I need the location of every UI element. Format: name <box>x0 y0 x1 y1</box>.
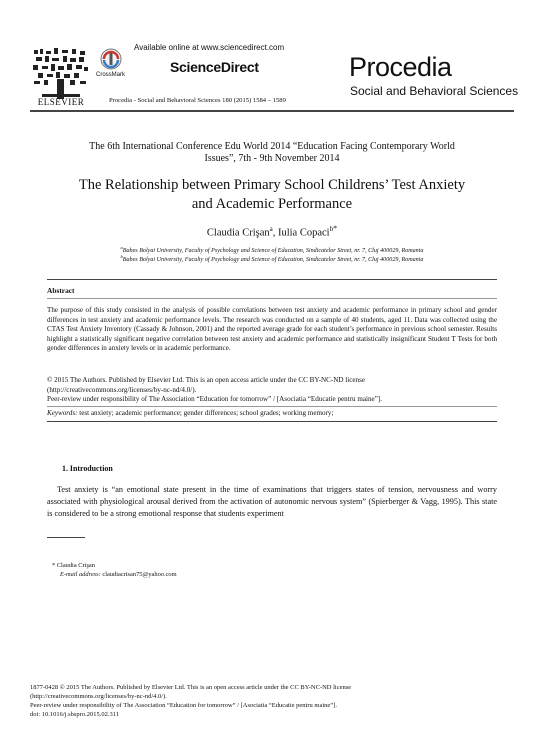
author-separator: , <box>272 227 278 239</box>
footer-doi[interactable]: doi: 10.1016/j.sbspro.2015.02.311 <box>30 711 119 718</box>
license-link[interactable]: (http://creativecommons.org/licenses/by-nc-nd/4.0/). <box>47 386 197 394</box>
abstract-heading-rule <box>47 298 497 299</box>
affiliation-marker: a <box>120 245 123 250</box>
footnote-marker: * <box>52 562 57 569</box>
crossmark-label: CrossMark <box>96 72 126 78</box>
conference-info <box>50 141 494 164</box>
footnote-name: Claudia Crişan <box>56 562 95 569</box>
crossmark-icon[interactable] <box>100 48 122 70</box>
abstract-bottom-rule <box>47 421 497 422</box>
available-online-text[interactable]: Available online at www.sciencedirect.com <box>134 43 285 52</box>
footer-license-link[interactable]: (http://creativecommons.org/licenses/by-nc-nd/4.0/). <box>30 693 167 700</box>
procedia-wordmark: Procedia <box>349 52 452 82</box>
introduction-paragraph: Test anxiety is “an emotional state present in the time of examinations that triggers states of tension, nervousness and worry associated with physiological arousal derived from the activation of autonomic nervous system” (Spierberger & Vagg, 1995). This state is considered to be a strong emotional response that students experiment <box>47 485 497 519</box>
email-label: E-mail address: <box>60 571 101 578</box>
abstract-top-rule <box>47 279 497 280</box>
keywords-line <box>47 409 497 419</box>
affiliation-a <box>40 245 504 254</box>
keywords-label: Keywords: <box>47 409 78 417</box>
conference-line-2: Issues”, 7th - 9th November 2014 <box>204 152 340 164</box>
abstract-body: The purpose of this study consisted in the analysis of possible correlations between test anxiety and academic performance in primary school and gender differences in test anxiety and academic performance levels. The research was conducted on a sample of 40 students, aged 11. Data was collected using the CTAS Test Anxiety Inventory (Cassady & Johnson, 2001) and the reported average grade for each student’s performance in previous school semester. Results highlight a statistically significant negative correlation between test anxiety and academic performance and statistically insignificant Student T Tests for both gender differences in anxiety levels or in academic performance. <box>47 306 497 353</box>
affiliation-marker: b <box>120 254 123 259</box>
conference-line-1: The 6th International Conference Edu World 2014 “Education Facing Contemporary World <box>89 141 455 152</box>
article-title <box>40 176 504 214</box>
footnote-author <box>52 562 95 569</box>
elsevier-tree-logo <box>30 44 92 104</box>
keywords-text: test anxiety; academic performance; gender differences; school grades; working memory; <box>77 409 334 417</box>
title-line-2: and Academic Performance <box>191 196 353 212</box>
author-name: Iulia Copaci <box>277 227 330 239</box>
footnote-email <box>60 571 177 578</box>
footnote-rule <box>47 537 85 538</box>
sciencedirect-wordmark[interactable]: ScienceDirect <box>170 59 259 75</box>
title-line-1: The Relationship between Primary School Childrens’ Test Anxiety <box>78 177 466 193</box>
abstract-heading: Abstract <box>47 286 75 295</box>
peer-review-note: Peer-review under responsibility of The Association “Education for tomorrow” / [Asociatia “Educatie pentru maine”]. <box>47 395 382 403</box>
procedia-subtitle: Social and Behavioral Sciences <box>350 84 519 98</box>
affiliation-marker: a <box>269 225 273 233</box>
license-line-1: © 2015 The Authors. Published by Elsevier Ltd. This is an open access article under the CC BY-NC-ND license <box>47 376 365 384</box>
keywords-rule <box>47 406 497 407</box>
affiliation-text: Babes Bolyai University, Faculty of Psychology and Science of Education, Sindicatelor Street, nr. 7, Cluj 400029, Romania <box>122 257 424 264</box>
affiliation-b <box>40 254 504 263</box>
footer-license-line: 1877-0428 © 2015 The Authors. Published by Elsevier Ltd. This is an open access article under the CC BY-NC-ND license <box>30 684 352 691</box>
publisher-logo-wordmark: ELSEVIER <box>37 97 85 107</box>
footer-peer-review: Peer-review under responsibility of The Association “Education for tomorrow” / [Asociatia “Educatie pentru maine”]. <box>30 702 337 709</box>
author-name: Claudia Crişan <box>206 227 270 239</box>
corresponding-author-marker[interactable]: * <box>333 224 338 233</box>
author-list <box>40 224 504 239</box>
email-address[interactable]: claudiacrisan75@yahoo.com <box>100 571 177 578</box>
header-rule <box>30 110 514 112</box>
affiliation-marker: b <box>329 225 334 233</box>
section-heading-introduction: 1. Introduction <box>62 464 113 473</box>
affiliation-text: Babes Bolyai University, Faculty of Psychology and Science of Education, Sindicatelor Street, nr. 7, Cluj 400029, Romania <box>122 248 424 255</box>
journal-citation: Procedia - Social and Behavioral Sciences 180 (2015) 1584 – 1589 <box>109 97 286 104</box>
